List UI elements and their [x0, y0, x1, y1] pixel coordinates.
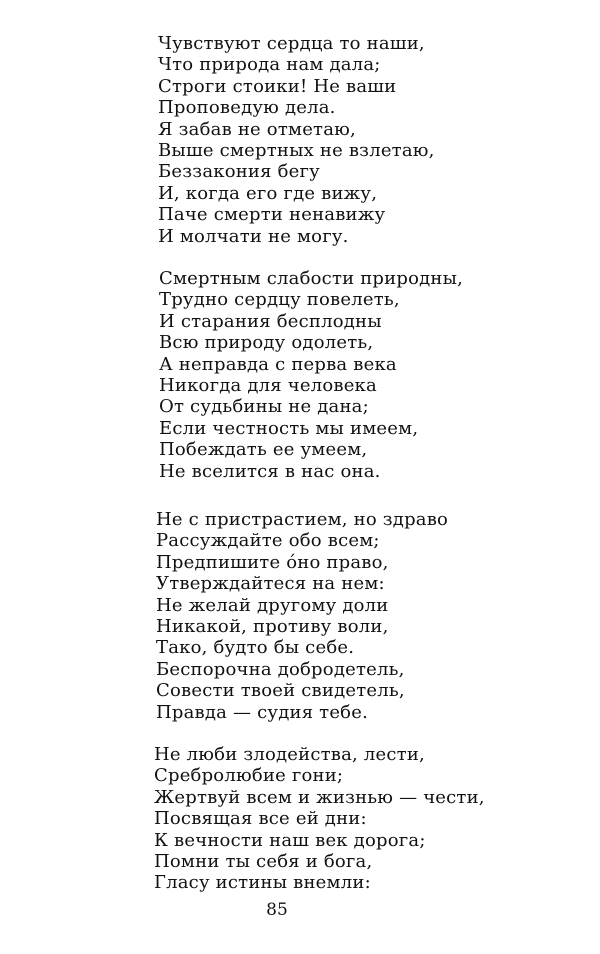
- poem-line: И, когда его где вижу,: [158, 182, 378, 204]
- poem-line: От судьбины не дана;: [159, 396, 369, 418]
- poem-line: Беззакония бегу: [158, 161, 320, 183]
- poem-line: Выше смертных не взлетаю,: [158, 140, 435, 162]
- poem-line: Гласу истины внемли:: [154, 872, 371, 894]
- poem-line: Не люби злодейства, лести,: [154, 744, 425, 765]
- poem-line: Беспорочна добродетель,: [156, 658, 405, 680]
- stanza-2: [159, 268, 463, 482]
- poem-line: И молчати не могу.: [158, 225, 349, 247]
- poem-line: Правда — судия тебе.: [156, 701, 368, 723]
- poem-line: Всю природу одолеть,: [159, 332, 374, 354]
- poem-line: Тако, будто бы себе.: [156, 637, 355, 659]
- poem-line: Сребролюбие гони;: [154, 765, 344, 787]
- poem-line: Побеждать ее умеем,: [159, 439, 368, 461]
- poem-line: Строги стоики! Не ваши: [158, 75, 397, 97]
- poem-line: А неправда с перва века: [159, 353, 397, 375]
- poem-line: Чувствуют сердца то наши,: [158, 33, 425, 54]
- poem-line: Трудно сердцу повелеть,: [159, 289, 400, 311]
- poem-line: Рассуждайте обо всем;: [156, 530, 380, 552]
- stanza-4: [154, 744, 485, 894]
- poem-line: К вечности наш век дорога;: [154, 829, 426, 851]
- poem-line: Предпишите óно право,: [156, 551, 389, 573]
- poem-line: Жертвуй всем и жизнью — чести,: [154, 786, 485, 808]
- stanza-1: [158, 33, 435, 247]
- poem-line: Не с пристрастием, но здраво: [156, 509, 449, 530]
- stanza-3: [156, 509, 448, 723]
- poem-line: Никогда для человека: [159, 375, 377, 397]
- poem-line: Совести твоей свидетель,: [156, 680, 405, 702]
- poem-line: Никакой, противу воли,: [156, 616, 389, 638]
- poem-line: Проповедую дела.: [158, 97, 336, 119]
- poem-line: Не желай другому доли: [156, 594, 389, 616]
- poem-line: Паче смерти ненавижу: [158, 204, 386, 226]
- poem-line: Утверждайтеся на нем:: [156, 573, 385, 595]
- poem-line: Не вселится в нас она.: [159, 460, 381, 482]
- poem-line: Если честность мы имеем,: [159, 417, 419, 439]
- poem-line: Посвящая все ей дни:: [154, 808, 367, 830]
- poem-line: И старания бесплодны: [159, 310, 382, 332]
- poem-line: Я забав не отметаю,: [158, 118, 356, 140]
- poem-line: Смертным слабости природны,: [159, 268, 464, 289]
- page-number: 85: [266, 900, 288, 920]
- poem-line: Помни ты себя и бога,: [154, 851, 373, 873]
- poem-line: Что природа нам дала;: [158, 54, 381, 76]
